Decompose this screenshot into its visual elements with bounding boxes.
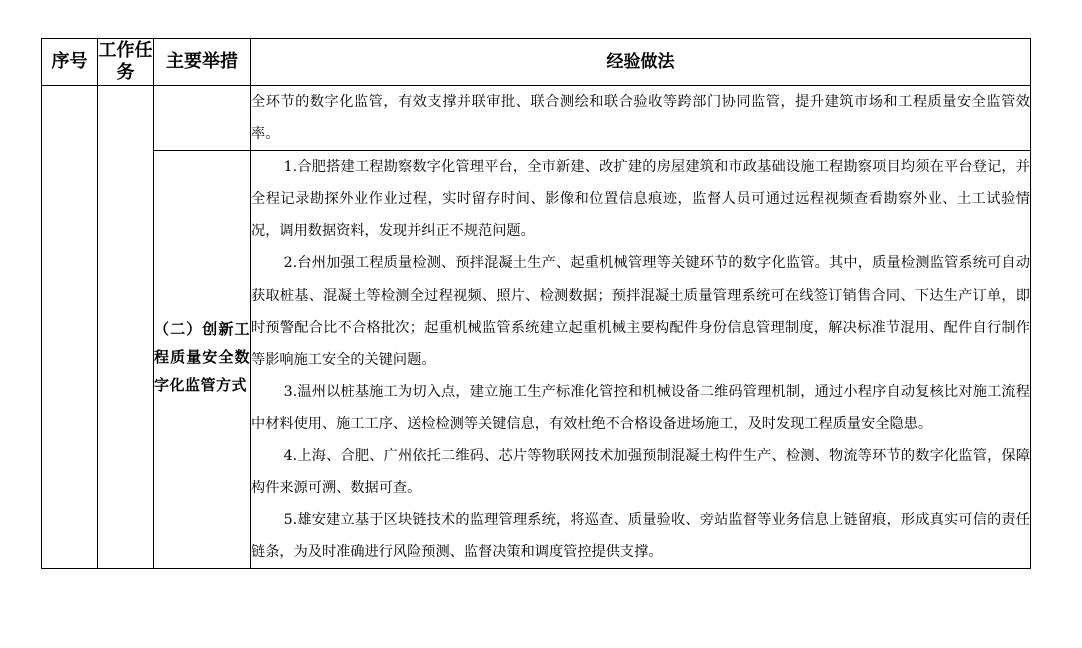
table-row-main xyxy=(42,151,1031,569)
header-measure: 主要举措 xyxy=(154,39,251,86)
continued-paragraph: 全环节的数字化监管，有效支撑并联审批、联合测绘和联合验收等跨部门协同监管，提升建筑市场和工程质量安全监管效率。 xyxy=(251,94,1030,143)
header-experience: 经验做法 xyxy=(251,39,1031,86)
experience-cell-continued xyxy=(251,86,1031,151)
experience-paragraph-1: 1.合肥搭建工程勘察数字化管理平台，全市新建、改扩建的房屋建筑和市政基础设施工程勘察项目均须在平台登记，并全程记录勘探外业作业过程，实时留存时间、影像和位置信息痕迹，监督人员可通过远程视频查看勘察外业、土工试验情况，调用数据资料，发现并纠正不规范问题。 xyxy=(251,159,1030,240)
experience-paragraph-5: 5.雄安建立基于区块链技术的监理管理系统，将巡查、质量验收、旁站监督等业务信息上链留痕，形成真实可信的责任链条，为及时准确进行风险预测、监督决策和调度管控提供支撑。 xyxy=(251,512,1030,561)
table-row-continued xyxy=(42,86,1031,151)
measure-cell xyxy=(154,151,251,569)
header-task: 工作任务 xyxy=(98,39,154,86)
experience-table xyxy=(41,38,1031,569)
task-cell xyxy=(98,86,154,569)
seq-cell xyxy=(42,86,98,569)
measure-cell-continued xyxy=(154,86,251,151)
experience-cell xyxy=(251,151,1031,569)
experience-paragraph-3: 3.温州以桩基施工为切入点，建立施工生产标准化管控和机械设备二维码管理机制，通过小程序自动复核比对施工流程中材料使用、施工工序、送检检测等关键信息，有效杜绝不合格设备进场施工，及时发现工程质量安全隐患。 xyxy=(251,383,1030,432)
experience-paragraph-4: 4.上海、合肥、广州依托二维码、芯片等物联网技术加强预制混凝土构件生产、检测、物流等环节的数字化监管，保障构件来源可溯、数据可查。 xyxy=(251,448,1030,497)
table-header-row xyxy=(42,39,1031,86)
header-seq: 序号 xyxy=(42,39,98,86)
measure-title: （二）创新工程质量安全数字化监管方式 xyxy=(154,319,250,394)
experience-paragraph-2: 2.台州加强工程质量检测、预拌混凝土生产、起重机械管理等关键环节的数字化监管。其中，质量检测监管系统可自动获取桩基、混凝土等检测全过程视频、照片、检测数据；预拌混凝土质量管理系统可在线签订销售合同、下达生产订单，即时预警配合比不合格批次；起重机械监管系统建立起重机械主要构配件身份信息管理制度，解决标准节混用、配件自行制作等影响施工安全的关键问题。 xyxy=(251,255,1030,368)
